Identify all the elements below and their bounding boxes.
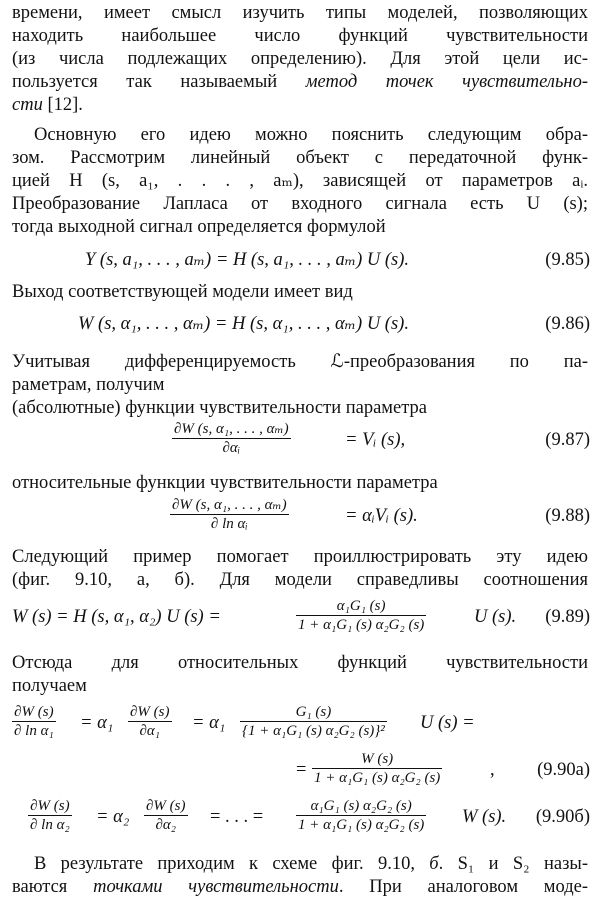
denominator: ∂α₂ (144, 815, 188, 834)
text-line: Основную его идею можно пояснить следующим обра- (34, 125, 588, 145)
equation-9-89-lhs: W (s) = H (s, α₁, α₂) U (s) = (12, 607, 221, 627)
fraction (128, 703, 172, 740)
text-line: получаем (12, 676, 87, 696)
numerator: W (s) (361, 751, 394, 767)
fraction (296, 797, 426, 834)
equation-term: = . . . = (210, 807, 264, 827)
equation-term: = (296, 760, 307, 780)
text-line: времени, имеет смысл изучить типы моделей, позволяющих (12, 3, 588, 23)
denominator: 1 + α₁G₁ (s) α₂G₂ (s) (298, 817, 425, 833)
text-line: находить наибольшее число функций чувствительности (12, 26, 588, 46)
text-line: (из числа подлежащих определению). Для этой цели ис- (12, 49, 588, 69)
text-line: (фиг. 9.10, а, б). Для модели справедливы соотношения (12, 570, 588, 590)
citation: [12]. (42, 95, 83, 115)
equation-term: = α₂ (96, 807, 130, 827)
equation-number: (9.86) (545, 314, 590, 334)
equation-9-86: W (s, α₁, . . . , αₘ) = H (s, α₁, . . . , αₘ) U (s). (78, 314, 409, 334)
italic-term: метод точек чувствительно- (305, 72, 588, 92)
numerator: G₁ (s) (295, 704, 332, 720)
text-line: Следующий пример помогает проиллюстрировать эту идею (12, 547, 588, 567)
equation-rhs: = αᵢVᵢ (s). (345, 506, 418, 526)
fraction (172, 420, 291, 457)
text-span: В результате приходим к схеме фиг. 9.10, (34, 854, 430, 874)
numerator: ∂W (s, α₁, . . . , αₘ) (174, 421, 289, 437)
text-line (34, 853, 588, 875)
equation-term: = α₁ (192, 713, 226, 733)
text-line: Отсюда для относительных функций чувствительности (12, 653, 588, 673)
text-line (12, 94, 588, 116)
numerator: ∂W (s) (14, 704, 54, 720)
text-line: раметрам, получим (12, 375, 165, 395)
denominator: ∂ ln α₂ (30, 817, 70, 833)
fraction (28, 797, 72, 834)
text-line: Учитывая дифференцируемость ℒ-преобразования по па- (12, 352, 588, 372)
equation-term: , (490, 760, 495, 780)
equation-9-85: Y (s, a₁, . . . , aₘ) = H (s, a₁, . . . , aₘ) U (s). (85, 250, 409, 270)
denominator: 1 + α₁G₁ (s) α₂G₂ (s) (314, 770, 441, 786)
numerator: α₁G₁ (s) α₂G₂ (s) (310, 798, 412, 814)
fraction (12, 703, 56, 740)
text-line: Выход соответствующей модели имеет вид (12, 282, 353, 302)
equation-rhs: W (s). (462, 807, 507, 827)
text-line: относительные функции чувствительности параметра (12, 473, 438, 493)
numerator: ∂W (s) (146, 798, 186, 814)
text-span: . S₁ и S₂ назы- (438, 854, 588, 874)
denominator: ∂ ln α₁ (14, 723, 54, 739)
denominator: 1 + α₁G₁ (s) α₂G₂ (s) (298, 617, 425, 633)
text-line: тогда выходной сигнал определяется формулой (12, 217, 386, 237)
equation-rhs: U (s). (474, 607, 517, 627)
equation-number: (9.88) (545, 506, 590, 526)
denominator: ∂ ln αᵢ (170, 514, 289, 533)
equation-term: U (s) = (420, 713, 475, 733)
numerator: ∂W (s, α₁, . . . , αₘ) (172, 497, 287, 513)
equation-number: (9.89) (545, 607, 590, 627)
equation-number: (9.87) (545, 430, 590, 450)
denominator: ∂αᵢ (172, 438, 291, 457)
fraction (144, 797, 188, 834)
equation-number: (9.90a) (537, 760, 590, 780)
equation-number: (9.85) (545, 250, 590, 270)
italic-term: точками чувствительности (93, 877, 339, 897)
denominator: {1 + α₁G₁ (s) α₂G₂ (s)}² (242, 723, 385, 739)
equation-number: (9.90б) (535, 807, 590, 827)
fraction (296, 597, 426, 634)
text-line (12, 71, 588, 93)
text-line: (абсолютные) функции чувствительности параметра (12, 398, 427, 418)
text-span: . При аналоговом моде- (338, 877, 589, 897)
numerator: ∂W (s) (30, 798, 70, 814)
text-line: зом. Рассмотрим линейный объект с передаточной функ- (12, 148, 588, 168)
text-line (12, 876, 588, 898)
denominator: ∂α₁ (128, 721, 172, 740)
text-line: цией H (s, a₁, . . . , aₘ), зависящей от параметров aᵢ. (12, 171, 588, 191)
numerator: ∂W (s) (130, 704, 170, 720)
fraction (240, 703, 387, 740)
numerator: α₁G₁ (s) (336, 598, 386, 614)
equation-rhs: = Vᵢ (s), (345, 430, 406, 450)
text-line: Преобразование Лапласа от входного сигнала есть U (s); (12, 194, 588, 214)
fraction (312, 750, 442, 787)
equation-term: = α₁ (80, 713, 114, 733)
text-span: пользуется так называемый (12, 72, 306, 92)
italic-term: б (429, 854, 439, 874)
italic-term: сти (12, 95, 43, 115)
fraction (170, 496, 289, 533)
text-span: ваются (12, 877, 94, 897)
